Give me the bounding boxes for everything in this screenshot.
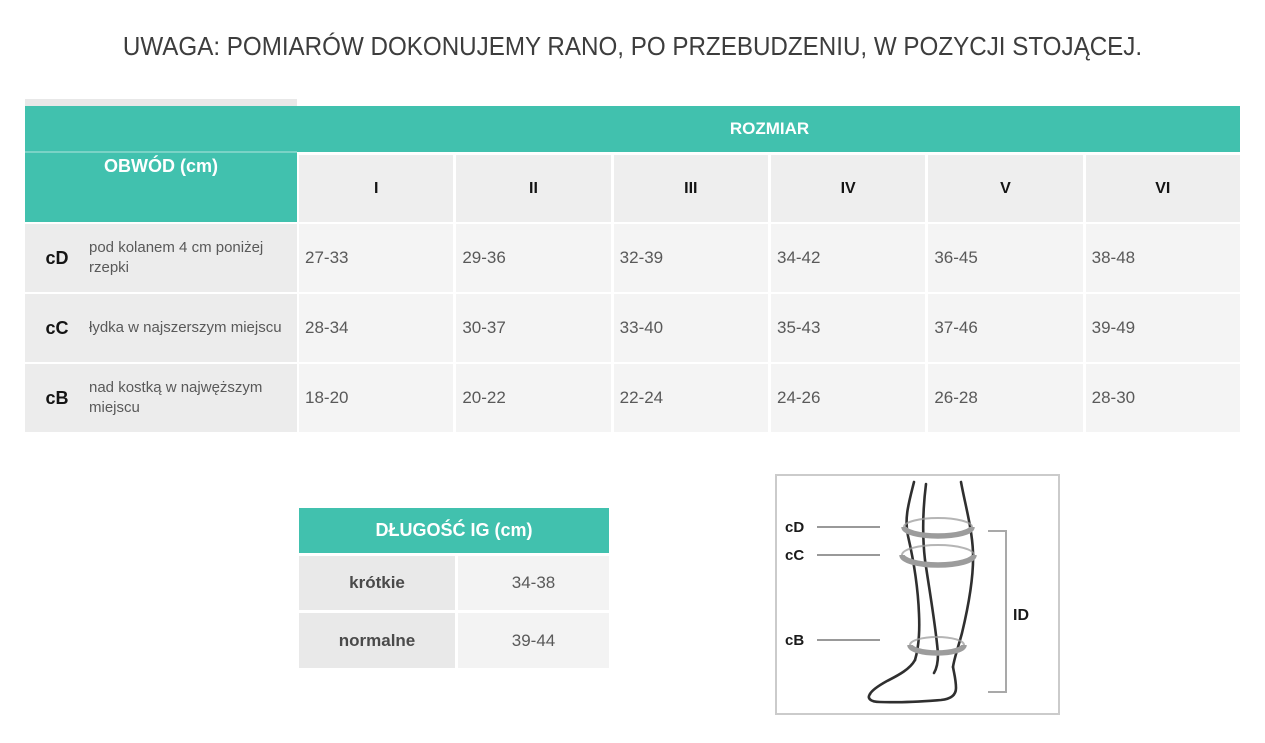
value-cell: 28-30 (1086, 364, 1240, 432)
value-cell: 29-36 (456, 224, 610, 292)
column-header-II: II (456, 155, 610, 222)
value-cell: 22-24 (614, 364, 768, 432)
value-cell: 18-20 (299, 364, 453, 432)
row-description: nad kostką w najwęższym miejscu (89, 379, 263, 416)
column-header-V: V (928, 155, 1082, 222)
length-row-label: krótkie (299, 556, 455, 610)
obwod-header-cell (25, 106, 297, 222)
row-values (299, 294, 1240, 362)
value-cell: 32-39 (614, 224, 768, 292)
value-cell: 28-34 (299, 294, 453, 362)
value-cell: 30-37 (456, 294, 610, 362)
row-values (299, 364, 1240, 432)
length-row-normal (299, 613, 609, 668)
row-description: łydka w najszerszym miejscu (89, 319, 282, 337)
diagram-id-label: ID (1013, 607, 1029, 624)
value-cell: 20-22 (456, 364, 610, 432)
column-header-IV: IV (771, 155, 925, 222)
value-cell: 34-42 (771, 224, 925, 292)
row-code: cD (45, 247, 69, 268)
rozmiar-header: ROZMIAR (729, 119, 810, 138)
value-cell: 36-45 (928, 224, 1082, 292)
length-table-header: DŁUGOŚĆ IG (cm) (299, 508, 609, 553)
length-row-value: 34-38 (458, 556, 609, 610)
value-cell: 35-43 (771, 294, 925, 362)
page-title: UWAGA: POMIARÓW DOKONUJEMY RANO, PO PRZEBUDZENIU, W POZYCJI STOJĄCEJ. (122, 31, 1143, 61)
obwod-header-label: OBWÓD (cm) (104, 156, 218, 176)
diagram-cc-label: cC (785, 547, 805, 564)
leg-diagram (775, 474, 1060, 715)
length-row-label: normalne (299, 613, 455, 668)
size-table (25, 99, 1240, 432)
row-label-cell (25, 294, 297, 362)
size-column-headers (299, 155, 1240, 222)
row-description: pod kolanem 4 cm poniżej rzepki (89, 239, 264, 276)
value-cell: 39-49 (1086, 294, 1240, 362)
diagram-cd-label: cD (785, 519, 805, 536)
column-header-I: I (299, 155, 453, 222)
row-code: cB (45, 387, 69, 408)
length-row-short (299, 556, 609, 610)
leg-diagram-drawing (777, 476, 1058, 713)
table-row-cb (25, 364, 1240, 432)
column-header-VI: VI (1086, 155, 1240, 222)
diagram-cb-label: cB (785, 632, 805, 649)
table-corner-cap (25, 99, 297, 106)
row-code: cC (45, 317, 69, 338)
id-bracket (988, 531, 1006, 692)
column-header-III: III (614, 155, 768, 222)
leg-outline (869, 482, 973, 702)
value-cell: 33-40 (614, 294, 768, 362)
row-label-cell (25, 364, 297, 432)
length-table (299, 508, 609, 668)
value-cell: 26-28 (928, 364, 1082, 432)
length-row-value: 39-44 (458, 613, 609, 668)
table-row-cc (25, 294, 1240, 362)
value-cell: 37-46 (928, 294, 1082, 362)
row-values (299, 224, 1240, 292)
header-divider-line (25, 151, 297, 153)
value-cell: 24-26 (771, 364, 925, 432)
table-row-cd (25, 224, 1240, 292)
value-cell: 27-33 (299, 224, 453, 292)
row-label-cell (25, 224, 297, 292)
value-cell: 38-48 (1086, 224, 1240, 292)
